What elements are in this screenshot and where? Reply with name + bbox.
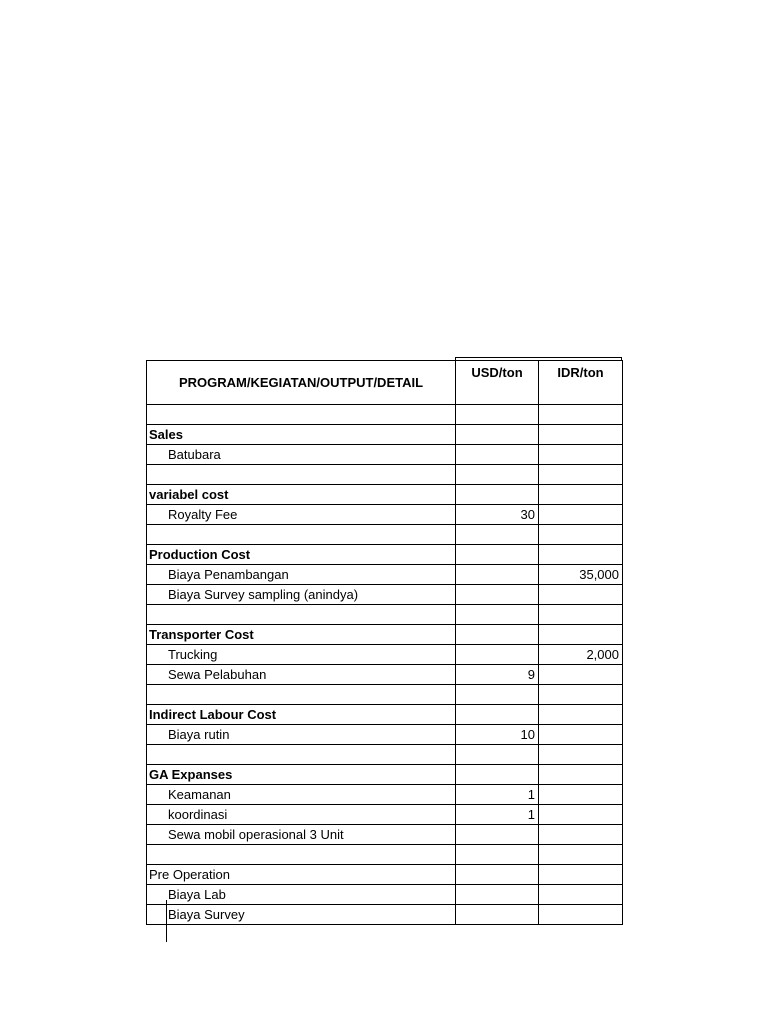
inner-column-rule (166, 900, 167, 942)
row-idr (539, 625, 623, 645)
section-row-transporter-cost (147, 625, 623, 645)
row-usd (456, 525, 539, 545)
table-row (147, 745, 623, 765)
table-row (147, 825, 623, 845)
row-label: Transporter Cost (147, 625, 456, 645)
row-usd (456, 905, 539, 925)
section-row-variabel-cost (147, 485, 623, 505)
row-usd (456, 865, 539, 885)
table-row (147, 665, 623, 685)
table-row (147, 565, 623, 585)
row-usd (456, 705, 539, 725)
row-idr (539, 405, 623, 425)
row-usd (456, 425, 539, 445)
row-idr (539, 765, 623, 785)
row-usd (456, 685, 539, 705)
row-idr (539, 585, 623, 605)
row-label: koordinasi (147, 805, 456, 825)
row-label: variabel cost (147, 485, 456, 505)
header-idr-per-ton: IDR/ton (539, 361, 623, 405)
header-double-rule-right (621, 357, 622, 360)
row-usd (456, 545, 539, 565)
table-row (147, 445, 623, 465)
row-label: Biaya Lab (147, 885, 456, 905)
row-idr (539, 865, 623, 885)
table-row (147, 685, 623, 705)
table-row (147, 885, 623, 905)
row-usd (456, 445, 539, 465)
row-usd: 30 (456, 505, 539, 525)
row-idr (539, 805, 623, 825)
row-label: Keamanan (147, 785, 456, 805)
row-idr (539, 605, 623, 625)
row-label (147, 745, 456, 765)
row-idr (539, 785, 623, 805)
header-program: PROGRAM/KEGIATAN/OUTPUT/DETAIL (147, 361, 456, 405)
row-label: Sewa mobil operasional 3 Unit (147, 825, 456, 845)
table-row (147, 645, 623, 665)
row-idr (539, 665, 623, 685)
section-row-ga-expanses (147, 765, 623, 785)
row-idr (539, 545, 623, 565)
row-usd (456, 605, 539, 625)
row-idr (539, 905, 623, 925)
row-idr (539, 845, 623, 865)
row-idr: 35,000 (539, 565, 623, 585)
row-idr (539, 445, 623, 465)
section-row-pre-operation (147, 865, 623, 885)
row-label (147, 525, 456, 545)
cost-table (146, 360, 623, 925)
row-label: Trucking (147, 645, 456, 665)
row-usd (456, 765, 539, 785)
row-usd (456, 645, 539, 665)
row-idr (539, 825, 623, 845)
row-idr (539, 705, 623, 725)
table-row (147, 905, 623, 925)
row-idr (539, 425, 623, 445)
row-label: Indirect Labour Cost (147, 705, 456, 725)
row-idr (539, 885, 623, 905)
row-label (147, 465, 456, 485)
row-idr (539, 525, 623, 545)
row-label: Biaya Survey sampling (anindya) (147, 585, 456, 605)
row-idr (539, 505, 623, 525)
row-idr: 2,000 (539, 645, 623, 665)
row-label (147, 685, 456, 705)
cost-table-sheet (146, 360, 622, 925)
section-row-sales (147, 425, 623, 445)
row-label: Biaya rutin (147, 725, 456, 745)
table-row (147, 605, 623, 625)
section-row-production-cost (147, 545, 623, 565)
row-usd (456, 565, 539, 585)
header-row (147, 361, 623, 405)
row-label: Sewa Pelabuhan (147, 665, 456, 685)
table-row (147, 845, 623, 865)
row-label: Pre Operation (147, 865, 456, 885)
row-label: Production Cost (147, 545, 456, 565)
row-label (147, 845, 456, 865)
row-usd (456, 585, 539, 605)
row-label: Biaya Survey (147, 905, 456, 925)
row-label: GA Expanses (147, 765, 456, 785)
table-row (147, 525, 623, 545)
row-usd (456, 825, 539, 845)
table-row (147, 505, 623, 525)
row-idr (539, 465, 623, 485)
row-usd: 1 (456, 805, 539, 825)
row-usd (456, 885, 539, 905)
row-usd (456, 465, 539, 485)
row-label (147, 605, 456, 625)
row-label: Royalty Fee (147, 505, 456, 525)
section-row-indirect-labour-cost (147, 705, 623, 725)
header-usd-per-ton: USD/ton (456, 361, 539, 405)
header-double-rule (455, 357, 622, 358)
row-usd (456, 745, 539, 765)
table-row (147, 585, 623, 605)
table-row (147, 465, 623, 485)
table-row (147, 405, 623, 425)
row-idr (539, 685, 623, 705)
row-idr (539, 745, 623, 765)
row-idr (539, 725, 623, 745)
row-label: Biaya Penambangan (147, 565, 456, 585)
table-row (147, 805, 623, 825)
row-label: Batubara (147, 445, 456, 465)
row-usd (456, 485, 539, 505)
row-usd (456, 405, 539, 425)
row-usd: 1 (456, 785, 539, 805)
row-usd: 10 (456, 725, 539, 745)
row-label (147, 405, 456, 425)
table-row (147, 725, 623, 745)
row-usd (456, 845, 539, 865)
header-double-rule-left (455, 357, 456, 360)
row-usd: 9 (456, 665, 539, 685)
table-row (147, 785, 623, 805)
row-idr (539, 485, 623, 505)
row-usd (456, 625, 539, 645)
row-label: Sales (147, 425, 456, 445)
